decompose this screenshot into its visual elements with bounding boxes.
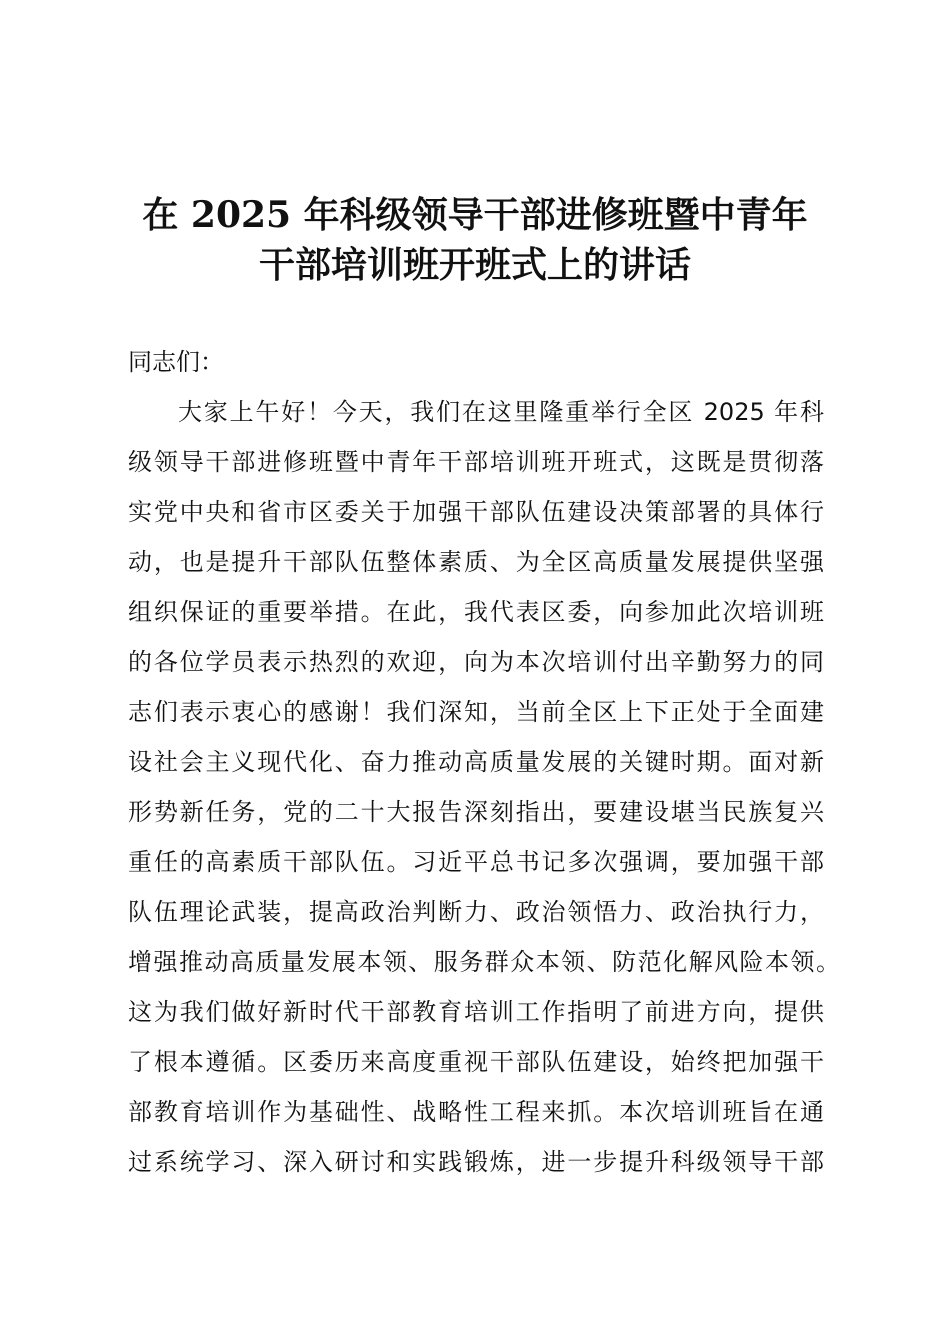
document-title-line-1: 在 2025 年科级领导干部进修班暨中青年 [142,194,808,236]
body-line: 级领导干部进修班暨中青年干部培训班开班式，这既是贯彻落 [128,448,824,476]
body-line: 重任的高素质干部队伍。习近平总书记多次强调，要加强干部 [128,848,824,876]
body-line: 大家上午好！今天，我们在这里隆重举行全区 2025 年科 [178,398,824,426]
body-text [128,394,840,1194]
document-title-line-2: 干部培训班开班式上的讲话 [258,244,691,286]
body-line: 设社会主义现代化、奋力推动高质量发展的关键时期。面对新 [128,748,824,776]
body-line: 志们表示衷心的感谢！我们深知，当前全区上下正处于全面建 [128,698,824,726]
body-line: 动，也是提升干部队伍整体素质、为全区高质量发展提供坚强 [128,548,824,576]
body-line: 形势新任务，党的二十大报告深刻指出，要建设堪当民族复兴 [128,798,824,826]
body-line: 实党中央和省市区委关于加强干部队伍建设决策部署的具体行 [128,498,824,526]
body-line: 队伍理论武装，提高政治判断力、政治领悟力、政治执行力， [128,898,824,926]
body-line: 过系统学习、深入研讨和实践锻炼，进一步提升科级领导干部 [128,1148,824,1176]
body-line: 了根本遵循。区委历来高度重视干部队伍建设，始终把加强干 [128,1048,824,1076]
body-line: 组织保证的重要举措。在此，我代表区委，向参加此次培训班 [128,598,824,626]
body-line: 这为我们做好新时代干部教育培训工作指明了前进方向，提供 [128,998,824,1026]
body-line: 部教育培训作为基础性、战略性工程来抓。本次培训班旨在通 [128,1098,824,1126]
body-line: 的各位学员表示热烈的欢迎，向为本次培训付出辛勤努力的同 [128,648,824,676]
greeting: 同志们： [128,348,224,376]
body-line: 增强推动高质量发展本领、服务群众本领、防范化解风险本领。 [128,948,840,976]
